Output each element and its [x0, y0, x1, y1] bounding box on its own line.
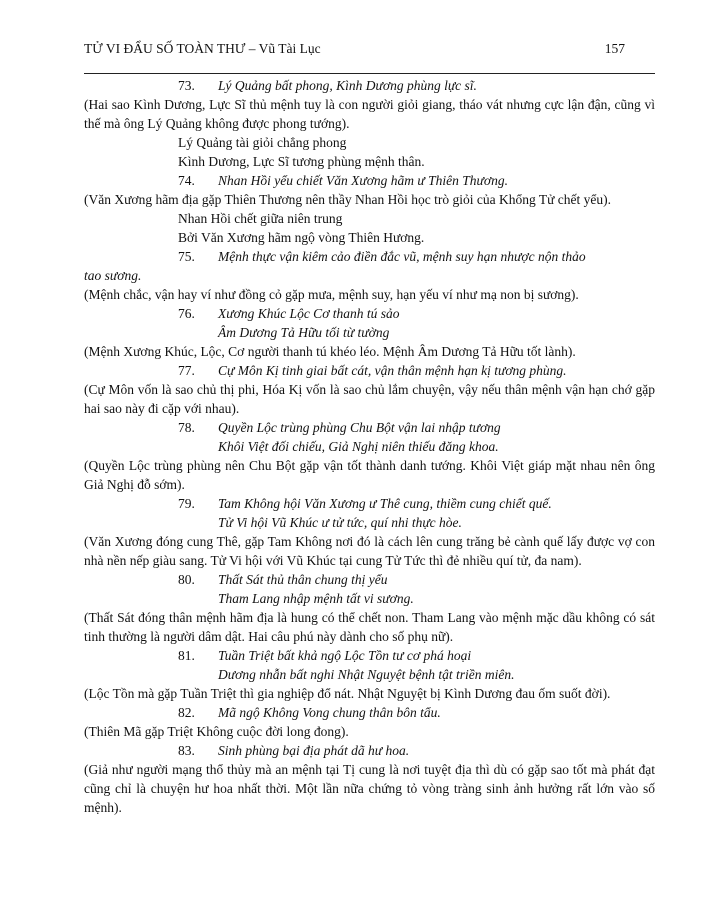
verse-text: Xương Khúc Lộc Cơ thanh tú sảo	[218, 306, 400, 321]
verse-continuation: Tử Vi hội Vũ Khúc ư tử tức, quí nhi thực hòe.	[218, 515, 462, 530]
verse-heading	[84, 703, 655, 722]
verse-number: 77.	[178, 363, 195, 378]
verse-number: 83.	[178, 743, 195, 758]
verse-heading	[84, 361, 655, 380]
verse-continuation: Khôi Việt đối chiếu, Giả Nghị niên thiếu đăng khoa.	[218, 439, 499, 454]
explanation-paragraph: (Quyền Lộc trùng phùng nên Chu Bột gặp vận tốt thành danh tướng. Khôi Việt giáp mặt nhau nên ông Giả Nghị đỗ sớm).	[84, 458, 655, 492]
verse-text: Tam Không hội Văn Xương ư Thê cung, thiềm cung chiết quế.	[218, 496, 552, 511]
verse-text: Tuần Triệt bất khả ngộ Lộc Tồn tư cơ phá hoại	[218, 648, 472, 663]
verse-text-wrap: tao sương.	[84, 268, 142, 283]
verse-text: Lý Quảng bất phong, Kình Dương phùng lực sĩ.	[218, 78, 477, 93]
verse-heading	[84, 171, 655, 190]
verse-heading	[84, 304, 655, 323]
verse-number: 73.	[178, 78, 195, 93]
explanation-paragraph: (Thiên Mã gặp Triệt Không cuộc đời long đong).	[84, 724, 349, 739]
explanation-paragraph: (Giả như người mạng thổ thủy mà an mệnh tại Tị cung là nơi tuyệt địa thì dù có gặp sao tốt mà phát đạt cũng chỉ là chuyện hư hoa nhất thời. Một lần nữa chứng tỏ vòng tràng sinh ảnh hưởng rất lớn vào số mệnh).	[84, 762, 655, 815]
page-body	[84, 76, 655, 817]
verse-heading	[84, 76, 655, 95]
verse-continuation: Âm Dương Tả Hữu tối từ tường	[218, 325, 390, 340]
page-header	[84, 40, 625, 58]
verse-text: Mã ngộ Không Vong chung thân bôn tẩu.	[218, 705, 441, 720]
explanation-paragraph: (Lộc Tồn mà gặp Tuần Triệt thì gia nghiệp đổ nát. Nhật Nguyệt bị Kình Dương đau ốm suốt đời).	[84, 686, 611, 701]
verse-text: Thất Sát thủ thân chung thị yểu	[218, 572, 388, 587]
verse-heading	[84, 570, 655, 589]
explanation-paragraph: (Thất Sát đóng thân mệnh hãm địa là hung có thể chết non. Tham Lang vào mệnh mặc dầu không có sát tinh thường là người dâm dật. Hai câu phú này dành cho số phụ nữ).	[84, 610, 655, 644]
verse-heading	[84, 247, 655, 266]
verse-text: Nhan Hồi yểu chiết Văn Xương hãm ư Thiên Thương.	[218, 173, 508, 188]
explanation-paragraph: (Văn Xương hãm địa gặp Thiên Thương nên thầy Nhan Hồi học trò giỏi của Khổng Tử chết yểu).	[84, 192, 611, 207]
explanation-paragraph: (Cự Môn vốn là sao chủ thị phi, Hóa Kị vốn là sao chủ lắm chuyện, vậy nếu thân mệnh vận hạn chớ gặp hai sao này đi cặp với nhau).	[84, 382, 655, 416]
page-number: 157	[604, 41, 625, 56]
explanation-paragraph: (Mệnh Xương Khúc, Lộc, Cơ người thanh tú khéo léo. Mệnh Âm Dương Tả Hữu tốt lành).	[84, 344, 576, 359]
verse-heading	[84, 494, 655, 513]
verse-number: 76.	[178, 306, 195, 321]
verse-heading	[84, 741, 655, 760]
explanation-paragraph: (Văn Xương đóng cung Thê, gặp Tam Không nơi đó là cách lên cung trăng bẻ cành quế lấy được vợ con nhà nền nếp giàu sang. Tử Vi hội với Vũ Khúc tại cung Tử Tức thì đẻ nhiều quí tử, đa nam).	[84, 534, 655, 568]
translation-verse: Kình Dương, Lực Sĩ tương phùng mệnh thân.	[178, 154, 425, 169]
translation-verse: Lý Quảng tài giỏi chẳng phong	[178, 135, 347, 150]
verse-number: 78.	[178, 420, 195, 435]
verse-text: Cự Môn Kị tinh giai bất cát, vận thân mệnh hạn kị tương phùng.	[218, 363, 567, 378]
explanation-paragraph: (Hai sao Kình Dương, Lực Sĩ thủ mệnh tuy là con người giỏi giang, tháo vát nhưng cực lận đận, cũng vì thế mà ông Lý Quảng không được phong tướng).	[84, 97, 655, 131]
verse-text: Mệnh thực vận kiêm cảo điền đắc vũ, mệnh suy hạn nhược nộn thảo	[218, 249, 586, 264]
translation-verse: Bởi Văn Xương hãm ngộ vòng Thiên Hương.	[178, 230, 425, 245]
verse-heading	[84, 646, 655, 665]
verse-number: 81.	[178, 648, 195, 663]
verse-number: 75.	[178, 249, 195, 264]
verse-heading	[84, 418, 655, 437]
verse-number: 74.	[178, 173, 195, 188]
translation-verse: Nhan Hồi chết giữa niên trung	[178, 211, 343, 226]
verse-text: Quyền Lộc trùng phùng Chu Bột vận lai nhập tương	[218, 420, 501, 435]
running-title: TỬ VI ĐẨU SỐ TOÀN THƯ – Vũ Tài Lục	[84, 41, 321, 56]
verse-number: 79.	[178, 496, 195, 511]
verse-continuation: Tham Lang nhập mệnh tất vi sương.	[218, 591, 414, 606]
verse-number: 82.	[178, 705, 195, 720]
explanation-paragraph: (Mệnh chắc, vận hay ví như đồng cỏ gặp mưa, mệnh suy, hạn yếu ví như mạ non bị sương).	[84, 287, 579, 302]
verse-continuation: Dương nhẫn bất nghi Nhật Nguyệt bệnh tật triền miên.	[218, 667, 515, 682]
verse-number: 80.	[178, 572, 195, 587]
verse-text: Sinh phùng bại địa phát dã hư hoa.	[218, 743, 410, 758]
header-rule	[84, 73, 655, 74]
